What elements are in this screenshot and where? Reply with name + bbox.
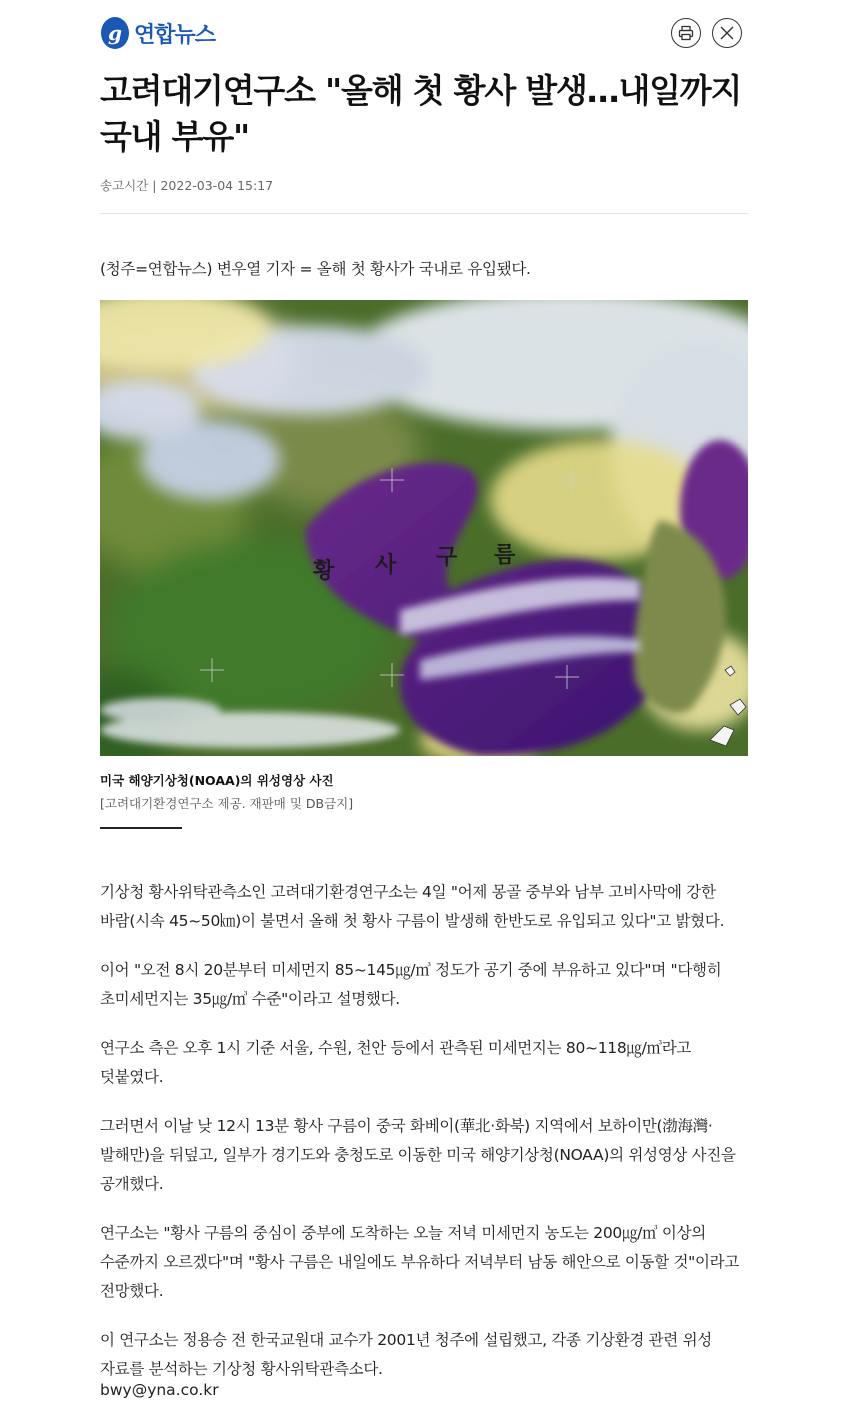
article-paragraph: 연구소 측은 오후 1시 기준 서울, 수원, 천안 등에서 관측된 미세먼지는 80~118㎍/㎥라고 덧붙였다. [100, 1039, 692, 1086]
svg-text:g: g [108, 21, 122, 45]
photo-caption: 미국 해양기상청(NOAA)의 위성영상 사진 [100, 773, 334, 788]
article-title: 고려대기연구소 "올해 첫 황사 발생…내일까지 국내 부유" [100, 71, 742, 156]
close-icon [719, 25, 735, 41]
article-paragraph: 기상청 황사위탁관측소인 고려대기환경연구소는 4일 "어제 몽골 중부와 남부 고비사막에 강한 바람(시속 45~50㎞)이 불면서 올해 첫 황사 구름이 발생해 한반도로 유입되고 있다"고 밝혔다. [100, 883, 725, 930]
satellite-photo[interactable] [100, 300, 748, 756]
caption-divider [100, 827, 182, 829]
title-divider [100, 213, 748, 214]
photo-label-char: 름 [494, 543, 516, 568]
photo-source: [고려대기환경연구소 제공. 재판매 및 DB금지] [100, 796, 354, 811]
article-paragraph: 이 연구소는 정용승 전 한국교원대 교수가 2001년 청주에 설립했고, 각종 기상환경 관련 위성 자료를 분석하는 기상청 황사위탁관측소다. [100, 1331, 712, 1378]
article-paragraph: 이어 "오전 8시 20분부터 미세먼지 85~145㎍/㎥ 정도가 공기 중에 부유하고 있다"며 "다행히 초미세먼지는 35㎍/㎥ 수준"이라고 설명했다. [100, 961, 722, 1008]
printer-icon [678, 25, 694, 41]
close-button[interactable] [712, 18, 742, 48]
print-button[interactable] [671, 18, 701, 48]
yonhap-logo-icon [100, 16, 130, 50]
logo-text: 연합뉴스 [134, 22, 216, 48]
article-paragraph: 연구소는 "황사 구름의 중심이 중부에 도착하는 오늘 저녁 미세먼지 농도는 200㎍/㎥ 이상의 수준까지 오르겠다"며 "황사 구름은 내일에도 부유하다 저녁부터 남동 해안으로 이동할 것"이라고 전망했다. [100, 1224, 740, 1300]
photo-label-char: 구 [436, 545, 458, 570]
site-logo[interactable] [100, 16, 215, 50]
photo-label-char: 황 [313, 559, 335, 584]
article-page [100, 0, 748, 1399]
reporter-email[interactable]: bwy@yna.co.kr [100, 1381, 219, 1399]
publish-time: 송고시간 | 2022-03-04 15:17 [100, 178, 274, 193]
article-paragraph: 그러면서 이날 낮 12시 13분 황사 구름이 중국 화베이(華北·화북) 지역에서 보하이만(渤海灣·발해만)을 뒤덮고, 일부가 경기도와 충청도로 이동한 미국 해양기상청(NOAA)의 위성영상 사진을 공개했다. [100, 1117, 736, 1193]
article-body [100, 878, 748, 1404]
photo-label-char: 사 [375, 553, 397, 578]
satellite-image [100, 300, 748, 756]
site-header [100, 0, 748, 70]
lead-sentence: (청주=연합뉴스) 변우열 기자 = 올해 첫 황사가 국내로 유입됐다. [100, 260, 531, 278]
